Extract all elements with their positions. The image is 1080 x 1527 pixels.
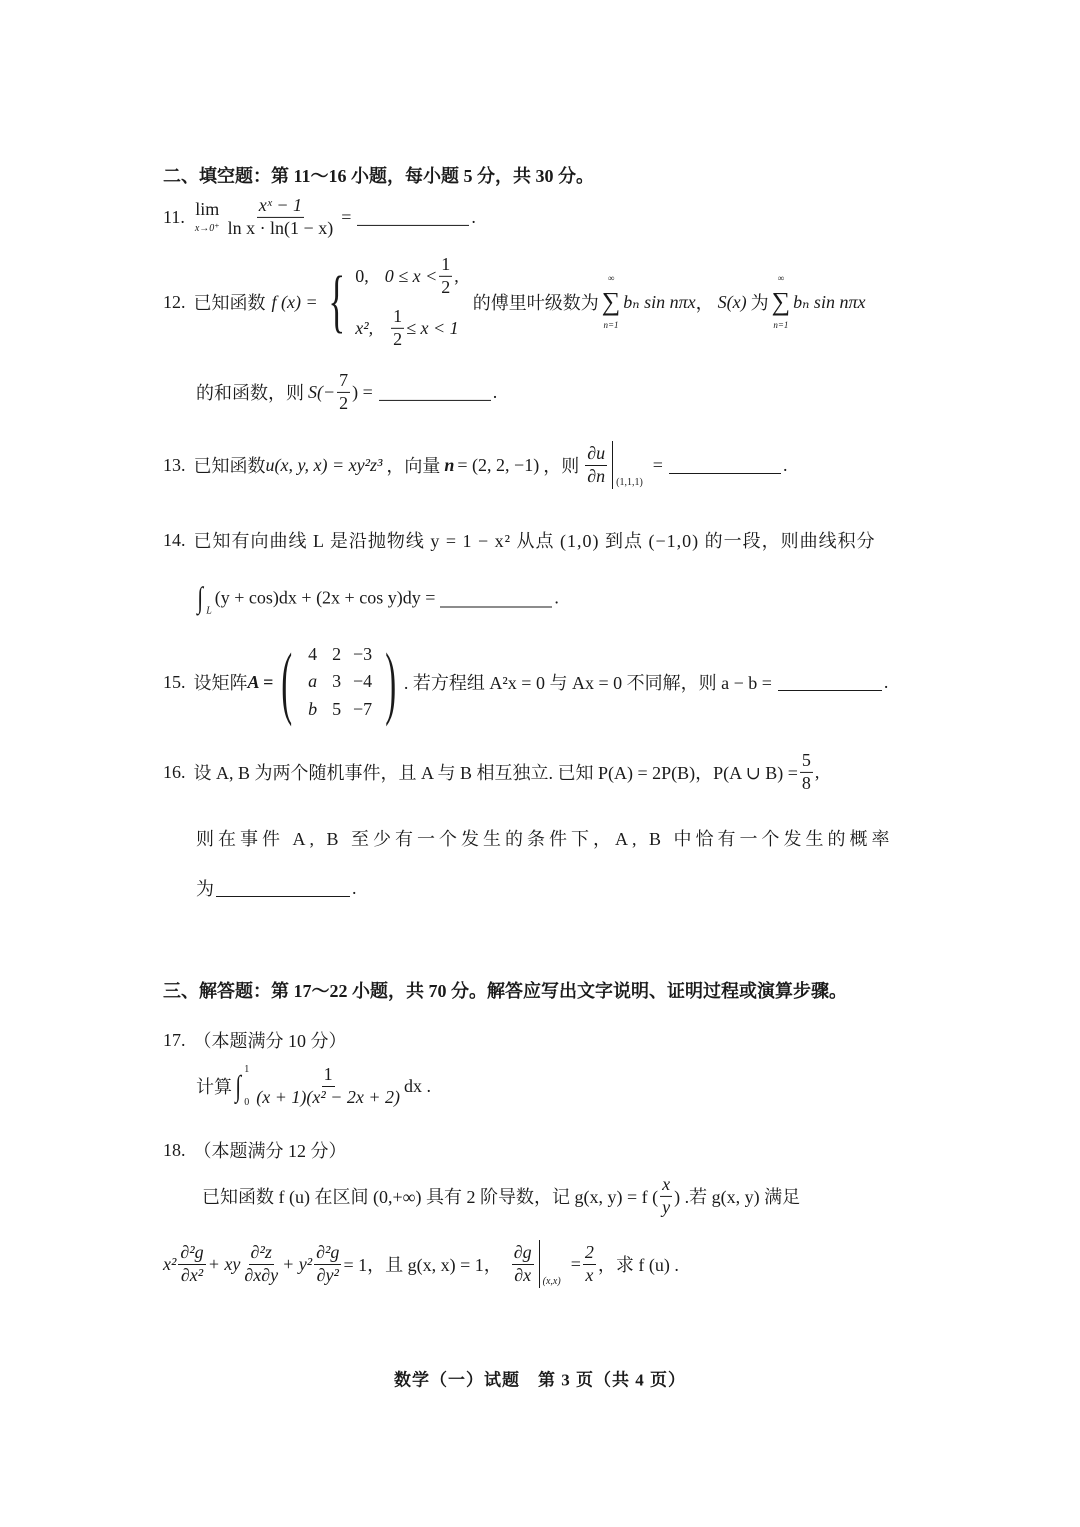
differential: dx . xyxy=(404,1075,431,1096)
sigma-icon: ∑ xyxy=(601,287,621,317)
question-text: 的和函数，则 xyxy=(196,383,304,403)
numerator: 5 xyxy=(800,750,813,773)
numerator: 2 xyxy=(583,1242,596,1265)
matrix-cell: −7 xyxy=(353,698,373,719)
answer-blank[interactable] xyxy=(669,472,781,474)
period: . xyxy=(471,206,476,227)
score-label: （本题满分 10 分） xyxy=(193,1031,347,1051)
function-label: f (x) = xyxy=(271,291,318,312)
fraction xyxy=(391,306,404,350)
separator: ， xyxy=(695,293,714,313)
question-text: 计算 xyxy=(196,1077,232,1097)
evaluation-point: (1,1,1) xyxy=(616,477,643,488)
vector-n: n xyxy=(444,454,455,475)
question-text: 为 xyxy=(196,879,214,899)
right-paren-icon: ) xyxy=(384,636,396,727)
question-number: 11. xyxy=(163,206,185,227)
sum-function: S(x) xyxy=(717,291,747,312)
sum-symbol xyxy=(772,272,791,331)
numerator: xˣ − 1 xyxy=(257,195,304,218)
matrix-cell: b xyxy=(308,698,318,719)
numerator: ∂²g xyxy=(178,1242,205,1265)
question-text: ，向量 xyxy=(386,456,441,476)
matrix-cell: 3 xyxy=(332,671,342,692)
sum-lower: n=1 xyxy=(773,319,789,330)
fraction xyxy=(254,1064,402,1108)
lower-limit: 0 xyxy=(244,1097,250,1108)
matrix-cell: 2 xyxy=(332,643,342,664)
period: . xyxy=(782,454,788,475)
question-18-body xyxy=(202,1174,800,1218)
series-term: bₙ sin nπx xyxy=(623,291,696,312)
question-15 xyxy=(163,636,889,727)
numerator: 7 xyxy=(337,370,350,393)
case-condition: ≤ x < 1 xyxy=(406,317,459,338)
limit xyxy=(195,199,220,235)
coefficient: + y² xyxy=(282,1253,313,1274)
question-text: ，求 f (u) . xyxy=(597,1255,679,1275)
denominator: y xyxy=(662,1196,671,1217)
answer-blank[interactable] xyxy=(778,689,882,691)
function-expression: u(x, y, x) = xy²z³ xyxy=(265,454,383,475)
fraction xyxy=(337,370,350,414)
coefficient: x² xyxy=(163,1253,177,1274)
question-18-header xyxy=(163,1137,347,1163)
question-13 xyxy=(163,441,787,489)
matrix-cell: 4 xyxy=(308,643,318,664)
matrix-cell: a xyxy=(308,671,318,692)
question-text: 的傅里叶级数为 xyxy=(472,293,599,313)
matrix-cell: −4 xyxy=(353,671,373,692)
denominator: (x + 1)(x² − 2x + 2) xyxy=(256,1086,400,1107)
fraction xyxy=(583,1242,596,1286)
question-14-line-2 xyxy=(196,579,559,618)
upper-limit: 1 xyxy=(244,1064,250,1075)
question-number: 14. xyxy=(163,529,186,550)
fraction xyxy=(242,1242,280,1286)
comma: , xyxy=(454,265,459,286)
equals: = xyxy=(570,1253,581,1274)
sum-upper: ∞ xyxy=(607,272,615,283)
period: . xyxy=(492,381,498,402)
integral-subscript: L xyxy=(206,605,212,617)
question-16-line-3 xyxy=(196,875,357,901)
question-text: 设 A, B 为两个随机事件，且 A 与 B 相互独立. 已知 P(A) = 2P(B)，P(A ∪ B) = xyxy=(193,763,798,783)
integral-limits xyxy=(244,1063,249,1109)
fraction xyxy=(226,195,336,239)
fraction xyxy=(178,1242,205,1286)
series-term: bₙ sin nπx xyxy=(793,291,866,312)
question-17-body xyxy=(196,1063,431,1109)
question-number: 18. xyxy=(163,1139,186,1160)
denominator: 2 xyxy=(393,328,403,349)
lim-label: lim xyxy=(195,199,220,220)
expression: S(− xyxy=(308,381,336,402)
integral-expression: (y + cos)dx + (2x + cos y)dy = xyxy=(214,587,436,608)
piecewise-cases xyxy=(355,254,459,350)
question-18-equation xyxy=(163,1240,679,1288)
denominator: ln x · ln(1 − x) xyxy=(227,217,334,238)
matrix-grid xyxy=(301,644,377,721)
numerator: 1 xyxy=(391,306,404,329)
derivative xyxy=(585,443,607,487)
equals: = xyxy=(341,206,352,227)
numerator: ∂u xyxy=(585,443,607,466)
denominator: 2 xyxy=(339,392,349,413)
fraction xyxy=(439,254,452,298)
question-16 xyxy=(163,750,819,794)
evaluation-point: (x,x) xyxy=(542,1276,561,1287)
question-14 xyxy=(163,527,876,553)
fraction xyxy=(800,750,813,794)
evaluation-bar xyxy=(612,441,613,489)
denominator: ∂x² xyxy=(180,1264,204,1285)
denominator: ∂x xyxy=(514,1264,532,1285)
period: . xyxy=(352,877,357,898)
numerator: ∂²z xyxy=(249,1242,274,1265)
coefficient: + xy xyxy=(207,1253,241,1274)
integral-icon: ∫ xyxy=(197,581,203,615)
matrix-label: A = xyxy=(247,671,274,692)
lim-subscript: x→0⁺ xyxy=(194,222,220,234)
matrix-cell: −3 xyxy=(353,643,373,664)
case-value: x², xyxy=(355,317,374,338)
period: . xyxy=(554,587,559,608)
question-text: . 若方程组 A²x = 0 与 Ax = 0 不同解，则 a − b = xyxy=(403,673,772,693)
page-footer: 数学（一）试题 第 3 页（共 4 页） xyxy=(394,1370,686,1390)
case-value: 0, xyxy=(355,265,369,286)
denominator: x xyxy=(585,1264,594,1285)
question-number: 16. xyxy=(163,761,186,782)
question-12-line-2 xyxy=(196,370,497,414)
question-text: 已知函数 f (u) 在区间 (0,+∞) 具有 2 阶导数，记 g(x, y) = f ( xyxy=(202,1187,659,1207)
equation-text: = 1，且 g(x, x) = 1， xyxy=(343,1255,502,1275)
sum-symbol xyxy=(602,272,621,331)
question-number: 13. xyxy=(163,454,186,475)
question-17-header xyxy=(163,1027,347,1053)
fraction xyxy=(660,1174,672,1218)
answer-blank[interactable] xyxy=(216,895,350,897)
numerator: ∂g xyxy=(512,1242,534,1265)
case-condition: 0 ≤ x < xyxy=(384,265,438,286)
answer-blank[interactable] xyxy=(379,399,491,401)
question-text: 已知有向曲线 L 是沿抛物线 y = 1 − x² 从点 (1,0) 到点 (−1,0) 的一段，则曲线积分 xyxy=(193,531,876,551)
question-11 xyxy=(163,195,476,239)
sum-upper: ∞ xyxy=(777,272,785,283)
question-text: 已知函数 xyxy=(193,456,266,476)
question-number: 15. xyxy=(163,671,186,692)
denominator: ∂y² xyxy=(316,1264,339,1285)
section-3-heading: 三、解答题：第 17～22 小题，共 70 分。解答应写出文字说明、证明过程或演算步骤。 xyxy=(163,981,847,1001)
denominator: ∂x∂y xyxy=(244,1264,279,1285)
question-text: ) .若 g(x, y) 满足 xyxy=(674,1187,801,1207)
question-text: 为 xyxy=(750,293,769,313)
numerator: x xyxy=(660,1174,672,1197)
answer-blank[interactable] xyxy=(440,605,552,607)
section-2-heading: 二、填空题：第 11～16 小题，每小题 5 分，共 30 分。 xyxy=(163,166,595,186)
period: . xyxy=(883,671,889,692)
matrix-a xyxy=(273,636,404,727)
vector-value: = (2, 2, −1) xyxy=(457,454,540,475)
evaluation-bar xyxy=(539,1240,540,1288)
left-paren-icon: ( xyxy=(281,636,293,727)
question-12 xyxy=(163,254,865,350)
denominator: 8 xyxy=(801,772,811,793)
question-text: 设矩阵 xyxy=(193,673,248,693)
comma: , xyxy=(814,761,820,782)
denominator: ∂n xyxy=(587,465,606,486)
denominator: 2 xyxy=(441,276,451,297)
integral-icon: ∫ xyxy=(235,1069,241,1103)
question-number: 12. xyxy=(163,291,186,312)
brace-icon: { xyxy=(328,263,345,340)
sum-lower: n=1 xyxy=(603,319,619,330)
expression: ) = xyxy=(352,381,373,402)
fraction xyxy=(314,1242,341,1286)
derivative xyxy=(512,1242,534,1286)
score-label: （本题满分 12 分） xyxy=(193,1141,347,1161)
question-16-line-2: 则在事件 A, B 至少有一个发生的条件下，A, B 中恰有一个发生的概率 xyxy=(196,829,894,849)
numerator: 1 xyxy=(322,1064,335,1087)
question-number: 17. xyxy=(163,1029,186,1050)
sigma-icon: ∑ xyxy=(771,287,791,317)
matrix-cell: 5 xyxy=(332,698,342,719)
answer-blank[interactable] xyxy=(357,224,469,226)
numerator: 1 xyxy=(439,254,452,277)
question-text: ，则 xyxy=(543,456,580,476)
numerator: ∂²g xyxy=(314,1242,341,1265)
equals: = xyxy=(652,454,663,475)
question-text: 已知函数 xyxy=(193,293,266,313)
